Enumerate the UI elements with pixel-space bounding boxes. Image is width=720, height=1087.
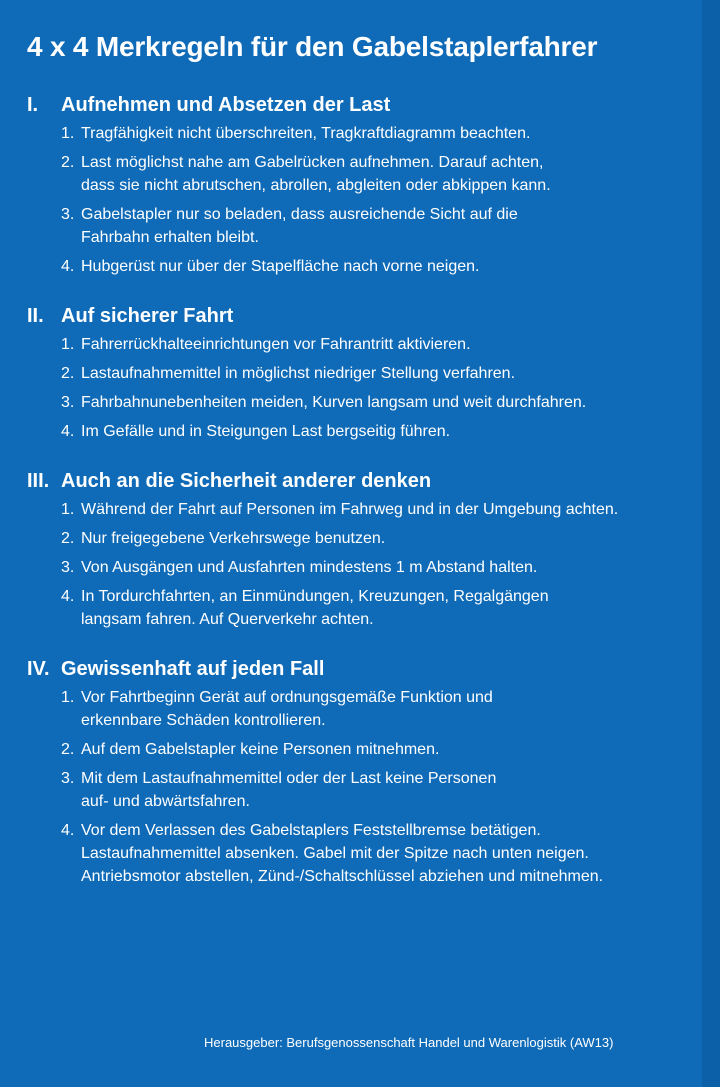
- rule-line: Tragfähigkeit nicht überschreiten, Tragkraftdiagramm beachten.: [81, 125, 531, 142]
- rule-item: [61, 819, 697, 888]
- rule-line: Von Ausgängen und Ausfahrten mindestens 1 m Abstand halten.: [81, 559, 538, 576]
- rule-text: [81, 686, 493, 732]
- rule-line: Antriebsmotor abstellen, Zünd-/Schaltschlüssel abziehen und mitnehmen.: [81, 868, 604, 885]
- section-heading-conscientious: [27, 656, 697, 682]
- rule-item: [61, 122, 697, 145]
- rule-line: Nur freigegebene Verkehrswege benutzen.: [81, 530, 386, 547]
- rule-text: [81, 498, 618, 521]
- rule-list: [27, 686, 697, 888]
- section-heading-others-safety: [27, 468, 697, 494]
- rule-item: [61, 151, 697, 197]
- rule-line: Während der Fahrt auf Personen im Fahrweg und in der Umgebung achten.: [81, 501, 619, 518]
- rule-item: [61, 738, 697, 761]
- rule-line: In Tordurchfahrten, an Einmündungen, Kreuzungen, Regalgängen: [81, 588, 549, 605]
- rule-line: Vor dem Verlassen des Gabelstaplers Feststellbremse betätigen.: [81, 822, 541, 839]
- poster-title: 4 x 4 Merkregeln für den Gabelstaplerfahrer: [27, 31, 598, 62]
- rule-line: Fahrbahn erhalten bleibt.: [81, 229, 259, 246]
- rule-number: 1.: [61, 336, 75, 353]
- rule-number: 3.: [61, 770, 75, 787]
- rule-text: [81, 151, 551, 197]
- section-numeral: II.: [27, 305, 44, 327]
- section-heading-safe-driving: [27, 303, 697, 329]
- rule-text: [81, 420, 450, 443]
- rule-number: 4.: [61, 588, 75, 605]
- rule-text: [81, 585, 549, 631]
- rule-item: [61, 556, 697, 579]
- rule-item: [61, 585, 697, 631]
- section-title: Auch an die Sicherheit anderer denken: [61, 470, 432, 492]
- rule-number: 1.: [61, 689, 75, 706]
- rule-item: [61, 362, 697, 385]
- rule-line: Fahrerrückhalteeinrichtungen vor Fahrantritt aktivieren.: [81, 336, 471, 353]
- rule-text: [81, 203, 518, 249]
- rule-item: [61, 420, 697, 443]
- rule-text: [81, 738, 439, 761]
- section-heading-loading: [27, 92, 697, 118]
- rule-item: [61, 203, 697, 249]
- rule-text: [81, 819, 603, 888]
- section-title: Gewissenhaft auf jeden Fall: [61, 658, 325, 680]
- rule-line: dass sie nicht abrutschen, abrollen, abgleiten oder abkippen kann.: [81, 177, 551, 194]
- rule-item: [61, 686, 697, 732]
- rule-text: [81, 255, 479, 278]
- rule-line: Hubgerüst nur über der Stapelfläche nach vorne neigen.: [81, 258, 480, 275]
- rule-number: 4.: [61, 822, 75, 839]
- rule-number: 4.: [61, 423, 75, 440]
- rule-text: [81, 556, 537, 579]
- section-numeral: IV.: [27, 658, 50, 680]
- section-numeral: III.: [27, 470, 50, 492]
- rule-text: [81, 527, 385, 550]
- publisher-footer: Herausgeber: Berufsgenossenschaft Handel und Warenlogistik (AW13): [204, 1035, 614, 1050]
- rule-number: 2.: [61, 741, 75, 758]
- rule-line: Im Gefälle und in Steigungen Last bergseitig führen.: [81, 423, 451, 440]
- rule-number: 1.: [61, 125, 75, 142]
- rule-sections: [27, 92, 697, 913]
- rule-line: Last möglichst nahe am Gabelrücken aufnehmen. Darauf achten,: [81, 154, 544, 171]
- rule-line: Auf dem Gabelstapler keine Personen mitnehmen.: [81, 741, 440, 758]
- rule-item: [61, 255, 697, 278]
- section-loading: [27, 92, 697, 278]
- section-title: Auf sicherer Fahrt: [61, 305, 234, 327]
- rule-list: [27, 333, 697, 443]
- rule-number: 2.: [61, 365, 75, 382]
- rule-number: 3.: [61, 206, 75, 223]
- rule-number: 3.: [61, 394, 75, 411]
- section-safe-driving: [27, 303, 697, 443]
- rule-item: [61, 498, 697, 521]
- rule-item: [61, 333, 697, 356]
- rule-item: [61, 391, 697, 414]
- rule-item: [61, 767, 697, 813]
- section-title: Aufnehmen und Absetzen der Last: [61, 94, 391, 116]
- rule-number: 2.: [61, 530, 75, 547]
- rule-line: erkennbare Schäden kontrollieren.: [81, 712, 326, 729]
- rule-text: [81, 362, 515, 385]
- rule-line: Mit dem Lastaufnahmemittel oder der Last keine Personen: [81, 770, 497, 787]
- rule-text: [81, 767, 496, 813]
- rule-number: 3.: [61, 559, 75, 576]
- rule-line: Vor Fahrtbeginn Gerät auf ordnungsgemäße Funktion und: [81, 689, 493, 706]
- section-others-safety: [27, 468, 697, 631]
- rule-line: Lastaufnahmemittel in möglichst niedriger Stellung verfahren.: [81, 365, 516, 382]
- rule-text: [81, 333, 471, 356]
- rule-line: Gabelstapler nur so beladen, dass ausreichende Sicht auf die: [81, 206, 518, 223]
- rule-line: auf- und abwärtsfahren.: [81, 793, 250, 810]
- rule-text: [81, 391, 586, 414]
- rule-text: [81, 122, 530, 145]
- section-conscientious: [27, 656, 697, 888]
- rule-line: langsam fahren. Auf Querverkehr achten.: [81, 611, 374, 628]
- rule-list: [27, 122, 697, 278]
- rule-line: Fahrbahnunebenheiten meiden, Kurven langsam und weit durchfahren.: [81, 394, 587, 411]
- section-numeral: I.: [27, 94, 39, 116]
- rule-number: 2.: [61, 154, 75, 171]
- rule-item: [61, 527, 697, 550]
- rule-number: 4.: [61, 258, 75, 275]
- rule-line: Lastaufnahmemittel absenken. Gabel mit der Spitze nach unten neigen.: [81, 845, 589, 862]
- rule-list: [27, 498, 697, 631]
- rule-number: 1.: [61, 501, 75, 518]
